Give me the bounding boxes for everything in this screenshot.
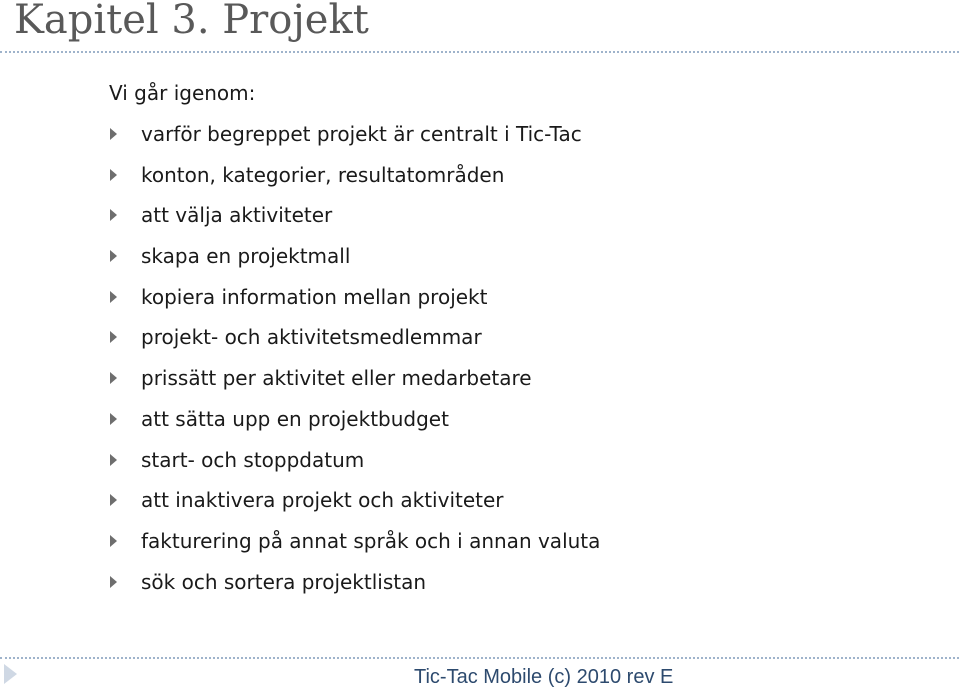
title-divider	[0, 51, 959, 53]
slide-title: Kapitel 3. Projekt	[14, 0, 369, 43]
triangle-right-icon	[110, 250, 117, 262]
triangle-right-icon	[110, 576, 117, 588]
list-item	[108, 324, 600, 365]
triangle-right-icon	[110, 494, 117, 506]
list-item	[108, 365, 600, 406]
bullet-text: varför begreppet projekt är centralt i Tic-Tac	[141, 122, 582, 146]
bullet-text: fakturering på annat språk och i annan valuta	[141, 528, 601, 553]
triangle-right-icon	[4, 664, 17, 684]
list-item	[108, 243, 600, 284]
triangle-right-icon	[110, 169, 117, 181]
triangle-right-icon	[110, 454, 117, 466]
triangle-right-icon	[110, 331, 117, 343]
triangle-right-icon	[110, 535, 117, 547]
bullet-text: prissätt per aktivitet eller medarbetare	[141, 366, 532, 391]
bullet-text: att välja aktiviteter	[141, 203, 333, 228]
list-item	[108, 528, 600, 569]
bullet-text: konton, kategorier, resultatområden	[141, 162, 505, 187]
intro-text: Vi går igenom:	[109, 81, 256, 105]
bullet-text: kopiera information mellan projekt	[141, 284, 488, 309]
triangle-right-icon	[110, 209, 117, 221]
list-item	[108, 284, 600, 325]
bullet-text: att inaktivera projekt och aktiviteter	[141, 488, 504, 513]
list-item	[108, 406, 600, 447]
bullet-text: start- och stoppdatum	[141, 447, 365, 472]
footer-divider	[0, 657, 959, 659]
list-item	[108, 487, 600, 528]
bullet-text: sök och sortera projektlistan	[141, 569, 427, 594]
list-item	[108, 202, 600, 243]
triangle-right-icon	[110, 128, 117, 140]
triangle-right-icon	[110, 291, 117, 303]
list-item	[108, 569, 600, 610]
list-item	[108, 162, 600, 203]
bullet-list	[108, 121, 600, 609]
list-item	[108, 121, 600, 162]
list-item	[108, 447, 600, 488]
footer-text: Tic-Tac Mobile (c) 2010 rev E	[414, 666, 674, 688]
bullet-text: projekt- och aktivitetsmedlemmar	[141, 325, 482, 350]
triangle-right-icon	[110, 372, 117, 384]
bullet-text: skapa en projektmall	[141, 244, 351, 269]
triangle-right-icon	[110, 413, 117, 425]
bullet-text: att sätta upp en projektbudget	[141, 406, 449, 431]
